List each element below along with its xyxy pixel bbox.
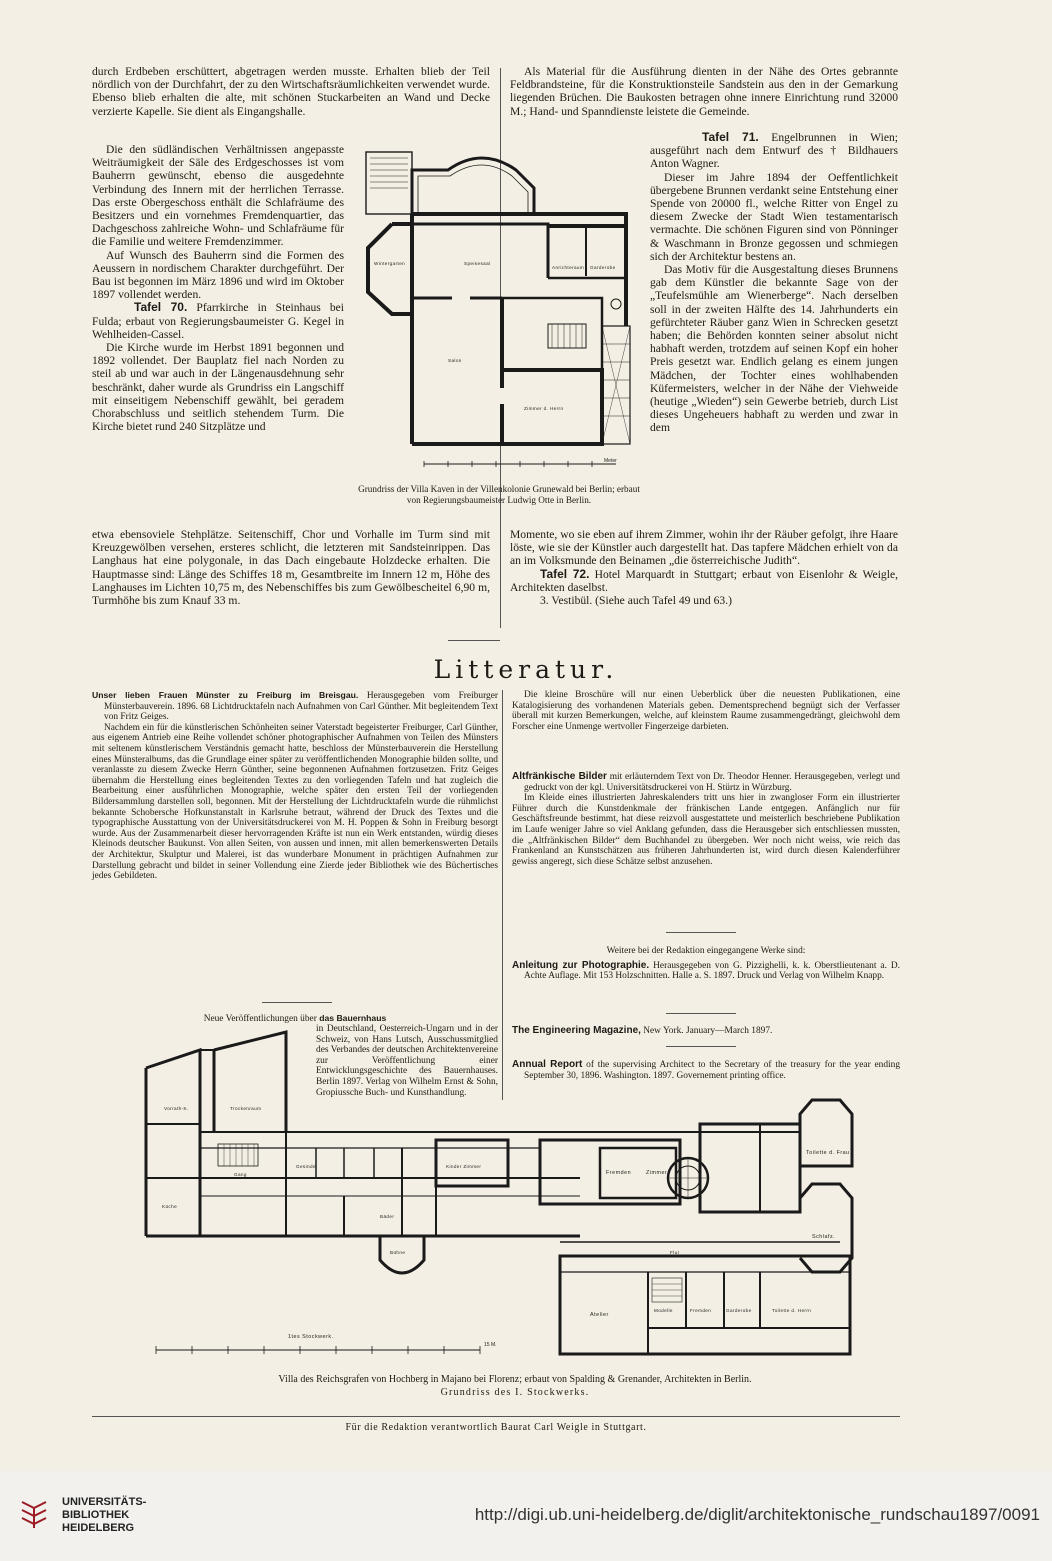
- plan2-scale-bar: [156, 1342, 497, 1354]
- lit-entry-2-pre: Neue Veröffentlichungen über: [203, 1014, 317, 1024]
- plan2-caption-2: Grundriss des I. Stockwerks.: [440, 1387, 590, 1398]
- lit-entry-1-body: Nachdem ein für die künstlerischen Schönheiten seiner Vaterstadt begeisterter Freiburger, Carl Günther, aus eigenem Antrieb eine Reihe vollendet schöner photographischer Aufnahmen von Teilen des Münsters mit seltenem künstlerischem Verständnis gemacht hatte, beschloss der Münsterbauverein die Herstellung eines Münsteralbums, das die Grundlage einer später zu veröffentlichenden Monographie bilden sollte, und veranlasste zu diesem Zwecke Herrn Günther, seine begonnenen Aufnahmen fortzusetzen. Fritz Geiges übernahm die Herstellung eines begleitenden Textes zu den vorliegenden Tafeln und hat zugleich die Bearbeitung einer ausführlichen Monographie, welche später den ersten Teil der vorliegenden Bildersammlung darstellen soll, begonnen. Mit der Herstellung der Lichtdrucktafeln wurde die rühmlichst bekannte Schobersche Hofkunstanstalt in Karlsruhe betraut, während der Druck des Textes und die typographische Ausstattung von der Universitätsdruckerei von M. H. Poppen & Sohn in Freiburg besorgt wurde. Aus der Zusammenarbeit dieser hervorragenden Kräfte ist nun ein Werk entstanden, würdig dieses Kleinods deutscher Baukunst. Von allen Seiten, von aussen und innen, mit allen bemerkenswerten Details der Architektur, Skulptur und Malerei, ist das wunderbare Monument in prächtigen Aufnahmen zur Darstellung gebracht und bildet in seiner Vollendung eine Zierde jeder Bibliothek wie des Büchertisches jedes Gebildeten.: [92, 722, 498, 882]
- lit-left-column: [92, 690, 498, 882]
- tafel-70-label: Tafel 70.: [134, 300, 188, 315]
- library-line-3: HEIDELBERG: [62, 1522, 135, 1534]
- plan2-scale-label: 15 M.: [484, 1342, 497, 1348]
- lit-alt-head: mit erläuterndem Text von Dr. Theodor Henner. Herausgegeben, verlegt und gedruckt von der kgl. Universitätsdruckerei von H. Stürtz in Würzburg.: [524, 772, 900, 793]
- lit-right-rule-2: [666, 1013, 736, 1014]
- heading-litteratur: Litteratur.: [433, 655, 619, 684]
- plan2-room-kuche: Küche: [162, 1204, 178, 1209]
- floor-plan-2-drawing: [140, 1028, 870, 1370]
- library-name: [62, 1496, 146, 1535]
- left-paragraph-6: etwa ebensoviele Stehplätze. Seitenschiff, Chor und Vorhalle im Turm sind mit Kreuzgewölben versehen, ersteres schlicht, die letzteren mit Sandsteinrippen. Das Langhaus hat eine polygonale, in das Dach eingebaute Holzdecke erhalten. Die Hauptmasse sind: Länge des Schiffes 18 m, Gesamtbreite im Innern 12 m, Höhe des Langhauses im Lichten 10,75 m, des Nebenschiffes bis zum Gewölbescheitel 6,90 m, Turmhöhe bis zum Knauf 33 m.: [92, 528, 490, 608]
- plan2-room-bader: Bäder: [380, 1214, 395, 1219]
- footer-credit: Für die Redaktion verantwortlich Baurat Carl Weigle in Stuttgart.: [345, 1422, 647, 1433]
- lit-entry-2: [92, 1013, 498, 1025]
- lit-left-rule: [262, 1002, 332, 1003]
- left-paragraph-2: Die den südländischen Verhältnissen angepasste Weiträumigkeit der Säle des Erdgeschosses ist vom Bauherrn gewünscht, ebenso die ausgedehnte Verbindung des Innern mit der herrlichen Terrasse. Das erste Obergeschoss enthält die Schlafräume des Besitzers und ein vornehmes Fremdenquartier, das Dachgeschoss zahlreiche Wohn- und Schlafräume für die Familie und weitere Fremdenzimmer.: [92, 143, 344, 249]
- lit-engineering-title: The Engineering Magazine,: [512, 1025, 641, 1036]
- lit-anleitung: [512, 961, 900, 982]
- left-paragraph-5: Die Kirche wurde im Herbst 1891 begonnen und 1892 vollendet. Der Bauplatz fiel nach Norden zu steil ab und war auch in der Längenausdehnung sehr beschränkt, daher wurde als Grundriss ein Langschiff mit einseitigem Nebenschiff gewählt, bei geradem Chorabschluss und seitlich stehendem Turm. Die Kirche bietet rund 240 Sitzplätze und: [92, 341, 344, 434]
- lit-right-rule-1: [666, 932, 736, 933]
- plan2-room-atelier: Atelier: [590, 1312, 609, 1318]
- lit-further-text: Weitere bei der Redaktion eingegangene Werke sind:: [606, 946, 806, 956]
- tafel-71-text: Engelbrunnen in Wien; ausgeführt nach dem Entwurf des † Bildhauers Anton Wagner.: [650, 131, 898, 171]
- tafel-72-text: Hotel Marquardt in Stuttgart; erbaut von Eisenlohr & Weigle, Architekten daselbst.: [510, 567, 898, 594]
- lit-entry-2-title: das Bauernhaus: [319, 1013, 387, 1023]
- footer-rule: [92, 1416, 900, 1417]
- plan2-room-modelle: Modelle: [654, 1308, 673, 1313]
- plan2-room-flur: Flur: [670, 1250, 680, 1255]
- source-url[interactable]: http://digi.ub.uni-heidelberg.de/diglit/architektonische_rundschau1897/0091: [474, 1505, 1040, 1524]
- room-speisesaal: Speisesaal: [464, 261, 491, 266]
- plan2-room-zimmer: Zimmer: [646, 1170, 668, 1176]
- right-paragraph-1: Als Material für die Ausführung dienten in der Nähe des Ortes gebrannte Feldbrandsteine, für die Konstruktionsteile Sandstein aus den in der Gemarkung liegenden Brüchen. Die Baukosten betragen ohne innere Einrichtung rund 32000 M.; Hand- und Spanndienste leistete die Gemeinde.: [510, 65, 898, 118]
- right-paragraph-7: 3. Vestibül. (Siehe auch Tafel 49 und 63.): [540, 594, 732, 608]
- tafel-71-entry: [650, 131, 898, 171]
- left-column-wrap: [92, 143, 344, 433]
- left-paragraph-1: durch Erdbeben erschüttert, abgetragen werden musste. Erhalten blieb der Teil nördlich von der Durchfahrt, der zu den Wirtschaftsräumlichkeiten verwendet wurde. Ebenso blieb erhalten die alte, mit schönen Stuckarbeiten an Wand und Decke verzierte Kapelle. Sie dient als Eingangshalle.: [92, 65, 490, 118]
- library-line-2: BIBLIOTHEK: [62, 1509, 130, 1521]
- plan2-room-fremden-2: Fremden: [690, 1308, 712, 1313]
- right-column-bottom: [510, 528, 898, 607]
- section-rule: [448, 640, 500, 641]
- floor-plan-1-drawing: [352, 148, 642, 478]
- plan1-scale-bar: [424, 458, 617, 467]
- lit-alt-title: Altfränkische Bilder: [512, 771, 607, 782]
- tafel-72-entry: [510, 568, 898, 594]
- plan2-room-trockenraum: Trockenraum: [230, 1106, 262, 1111]
- right-column-top: [510, 65, 898, 118]
- plan2-room-schlafz: Schlafz.: [812, 1234, 836, 1240]
- right-paragraph-4: Das Motiv für die Ausgestaltung dieses Brunnens gab dem Künstler die bekannte Sage von der „Teufelsmühle am Wienerberge“. Nach derselben soll in der zweiten Hälfte des 14. Jahrhunderts ein gefürchteter Räuber ganz Wien in Schrecken gesetzt haben; die Behörden konnten seiner absolut nicht habhaft werden, trotzdem auf seinen Kopf ein hoher Preis gesetzt war. Endlich gelang es einem jungen Mädchen, der Tochter eines wohlhabenden Küfermeisters, welcher in der Nähe der Viehweide (heutige „Wieden“) sein Gewerbe betrieb, durch List dieses Ungeheuers habhaft zu werden und zwar in dem: [650, 263, 898, 435]
- lit-engineering-text: New York. January—March 1897.: [643, 1026, 773, 1036]
- lit-anleitung-title: Anleitung zur Photographie.: [512, 959, 650, 971]
- plan1-caption: Grundriss der Villa Kaven in der Villenkolonie Grunewald bei Berlin; erbaut von Regierungsbaumeister Ludwig Otte in Berlin.: [358, 484, 640, 505]
- lit-right-column: [512, 690, 900, 732]
- plan2-room-buhne: Bühne: [390, 1250, 406, 1255]
- lit-entry-2-rest: in Deutschland, Oesterreich-Ungarn und in der Schweiz, von Hans Lutsch, Ausschussmitglied des Verbandes der deutschen Architektenvereine zur Veröffentlichung einer Entwicklungsgeschichte des Bauernhauses. Berlin 1897. Verlag von Wilhelm Ernst & Sohn, Gropiussche Buch- und Kunsthandlung.: [316, 1024, 498, 1098]
- lit-altfraenkische: [512, 772, 900, 867]
- plan2-room-toilette-herrn: Toilette d. Herrn: [772, 1308, 812, 1313]
- plan2-room-gang: Gang: [234, 1172, 247, 1177]
- room-salon: Salon: [448, 358, 462, 363]
- lit-alt-body: Im Kleide eines illustrierten Jahreskalenders tritt uns hier in zwangloser Form ein illustrierter Führer durch die Kunstdenkmale der fränkischen Lande entgegen. Anfänglich nur für Geschäftsfreunde bestimmt, hat diese reizvoll ausgestattete und meisterlich beschriebene Publikation im Laufe weniger Jahre so viel Anklang gefunden, dass die Herausgeber sich entschliessen mussten, die „Altfränkischen Bilder“ dem Buchhandel zu übergeben. Wer noch nicht weiss, wie reich das Frankenland an Kunstschätzen aus früheren Jahrhunderten ist, wird durch diesen Kalenderführer gewiss angeregt, sich diese Schätze selbst anzusehen.: [512, 793, 900, 867]
- room-wintergarten: Wintergarten: [374, 261, 406, 266]
- plan2-room-toilette-frau: Toilette d. Frau: [806, 1150, 850, 1156]
- room-zimmer-herrn: Zimmer d. Herrn: [524, 406, 564, 411]
- lit-further: [512, 946, 900, 982]
- library-line-1: UNIVERSITÄTS-: [62, 1496, 147, 1508]
- floor-plan-villa-hochberg: [140, 1028, 870, 1370]
- tafel-71-label: Tafel 71.: [702, 130, 759, 144]
- floor-plan-villa-kaven: [352, 148, 642, 488]
- plan2-title: 1tes Stockwerk.: [288, 1334, 334, 1340]
- right-paragraph-5: Momente, wo sie eben auf ihrem Zimmer, wohin ihr der Räuber gefolgt, ihre Haare löste, wie sie der Künstler auch dargestellt hat. Das tapfere Mädchen erhielt von da an im Volksmunde den Beinamen „die österreichische Judith“.: [510, 528, 898, 568]
- right-column-wrap: [650, 131, 898, 435]
- lit-entry-1-header: [92, 690, 498, 723]
- plan2-room-kinder: Kinder Zimmer: [446, 1164, 482, 1169]
- plan2-caption-1: Villa des Reichsgrafen von Hochberg in Majano bei Florenz; erbaut von Spalding & Grenander, Architekten in Berlin.: [278, 1374, 752, 1385]
- left-paragraph-3: Auf Wunsch des Bauherrn sind die Formen des Aeussern in nordischem Charakter durchgeführt. Der Bau ist begonnen im März 1896 und wird im Oktober 1897 vollendet werden.: [92, 248, 344, 302]
- tafel-72-label: Tafel 72.: [540, 566, 590, 581]
- plan2-room-vorrath: Vorrath-K.: [164, 1106, 189, 1111]
- lit-entry-2-first-line: [92, 1013, 498, 1025]
- plan2-room-garderobe: Garderobe: [726, 1308, 752, 1313]
- lit-right-paragraph-1: Die kleine Broschüre will nur einen Ueberblick über die neuesten Publikationen, eine Katalogisierung des vorhandenen Materials geben. Dementsprechend begnügt sich der Verfasser überall mit kurzen Bemerkungen, welche, auf kleinstem Raume zusammengedrängt, gleichwohl dem Forscher eine Unmenge wertvoller Fingerzeige darbieten.: [512, 690, 900, 732]
- right-paragraph-3: Dieser im Jahre 1894 der Oeffentlichkeit übergebene Brunnen verdankt seine Entstehung einer Spende von 20000 fl., welche Ritter von Engel zu diesem Zwecke der Stadt Wien testamentarisch vermachte. Die schönen Figuren sind von Pönninger & Waschmann in Bronze gegossen und schmiegen sich der Architektur bestens an.: [650, 170, 898, 263]
- plan2-room-gesinde: Gesinde: [296, 1164, 316, 1169]
- lit-entry-1-head: Herausgegeben vom Freiburger Münsterbauverein. 1896. 68 Lichtdrucktafeln nach Aufnahmen von Carl Günther. Mit begleitendem Text von Fritz Geiges.: [104, 691, 498, 723]
- tafel-70-text: Pfarrkirche in Steinhaus bei Fulda; erbaut von Regierungsbaumeister G. Kegel in Wehlheiden-Cassel.: [92, 301, 345, 341]
- plan2-room-fremden: Fremden: [606, 1170, 632, 1176]
- room-garderobe: Garderobe: [590, 265, 616, 270]
- left-column-bottom: [92, 528, 490, 607]
- left-column-top: [92, 65, 490, 118]
- heidelberg-library-logo: [14, 1494, 54, 1538]
- tafel-70-entry: [92, 301, 344, 341]
- lit-annual-text: of the supervising Architect to the Secretary of the treasury for the year ending September 30, 1896. Washington. 1897. Governement printing office.: [524, 1060, 901, 1081]
- room-anrichteraum: Anrichteraum: [552, 265, 585, 270]
- lit-entry-1-title: Unser lieben Frauen Münster zu Freiburg im Breisgau.: [92, 690, 359, 700]
- lit-annual-title: Annual Report: [512, 1059, 583, 1070]
- lit-anleitung-text: Herausgegeben von G. Pizzighelli, k. k. Oberstlieutenant a. D. Achte Auflage. Mit 153 Holzschnitten. Halle a. S. 1897. Druck und Verlag von Wilhelm Knapp.: [524, 960, 900, 982]
- plan1-scale-label: Meter: [604, 458, 617, 464]
- lit-alt-header: [512, 772, 900, 793]
